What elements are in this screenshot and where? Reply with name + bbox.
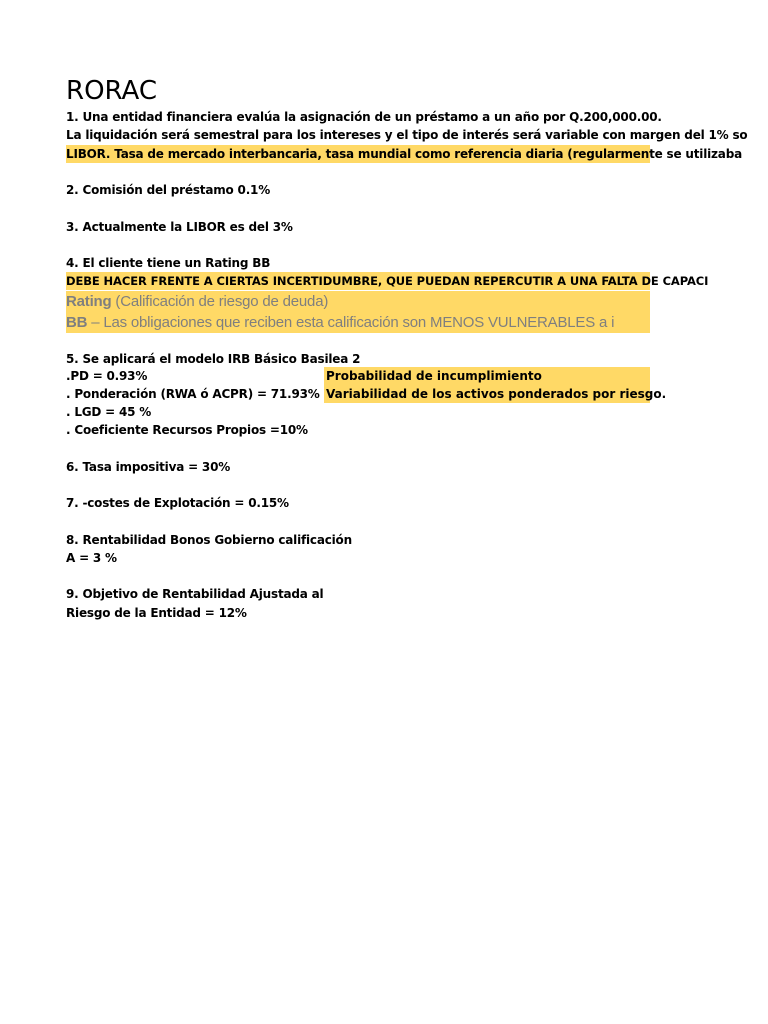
page-title: RORAC [66,76,158,106]
coeficiente-value: . Coeficiente Recursos Propios =10% [66,423,308,437]
pd-note: Probabilidad de incumplimiento [324,367,650,385]
item-9-line-1: 9. Objetivo de Rentabilidad Ajustada al [66,587,324,601]
item-1-line-1: 1. Una entidad financiera evalúa la asignación de un préstamo a un año por Q.200,000.00. [66,110,662,124]
item-7: 7. -costes de Explotación = 0.15% [66,496,289,510]
item-9-line-2: Riesgo de la Entidad = 12% [66,606,247,620]
libor-note: LIBOR. Tasa de mercado interbancaria, tasa mundial como referencia diaria (regularmente se utilizaba [66,147,742,161]
item-5-line: 5. Se aplicará el modelo IRB Básico Basilea 2 [66,352,361,366]
item-8-line-2: A = 3 % [66,551,117,565]
rating-definition [66,291,650,312]
item-1-line-2: La liquidación será semestral para los intereses y el tipo de interés será variable con margen del 1% so [66,128,748,142]
rating-def: (Calificación de riesgo de deuda) [111,293,329,310]
rating-caps-note: DEBE HACER FRENTE A CIERTAS INCERTIDUMBRE, QUE PUEDAN REPERCUTIR A UNA FALTA DE CAPACI [66,274,709,288]
item-3: 3. Actualmente la LIBOR es del 3% [66,220,293,234]
rating-term: Rating [66,293,112,310]
pd-value: .PD = 0.93% [66,369,148,383]
bb-def: – Las obligaciones que reciben esta calificación son MENOS VULNERABLES a i [87,314,615,331]
item-4-line: 4. El cliente tiene un Rating BB [66,256,271,270]
bb-definition [66,312,650,333]
item-8-line-1: 8. Rentabilidad Bonos Gobierno calificación [66,533,352,547]
item-6: 6. Tasa impositiva = 30% [66,460,231,474]
ponderacion-value: . Ponderación (RWA ó ACPR) = 71.93% [66,387,320,401]
bb-term: BB [66,314,88,331]
ponderacion-note: Variabilidad de los activos ponderados por riesgo. [326,387,667,401]
lgd-value: . LGD = 45 % [66,405,152,419]
item-2: 2. Comisión del préstamo 0.1% [66,183,271,197]
